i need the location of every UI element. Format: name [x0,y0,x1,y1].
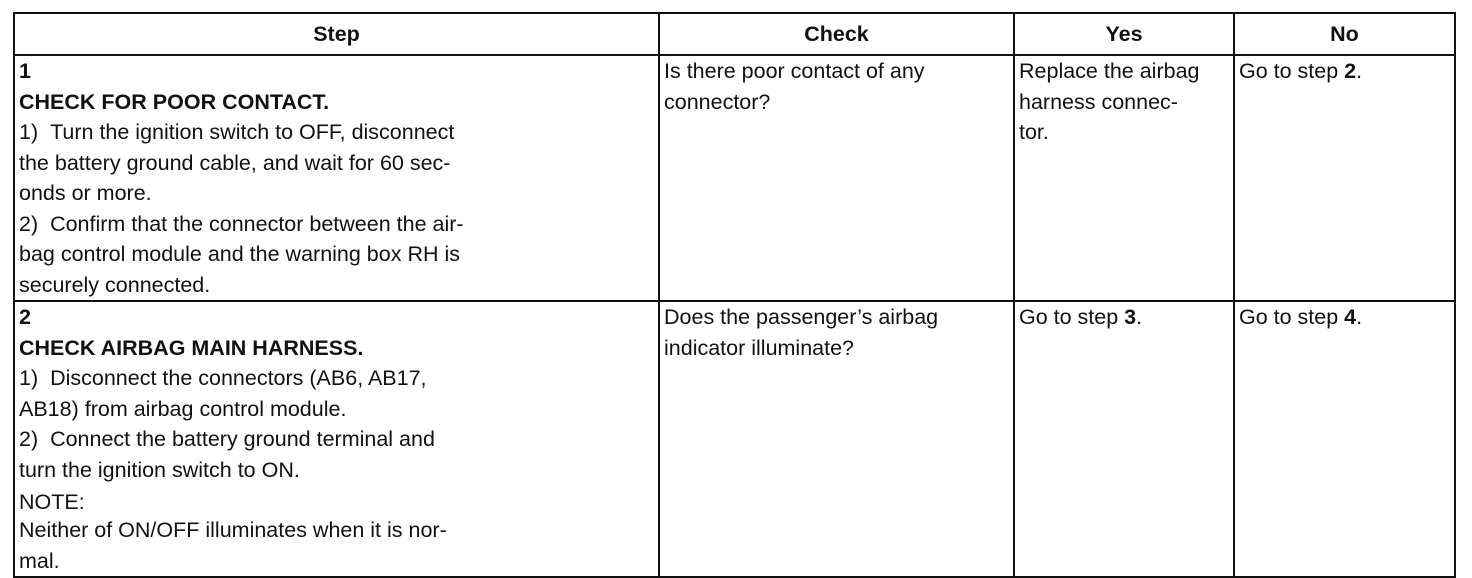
yes-text: harness connec- [1019,89,1178,114]
yes-text-suffix: . [1136,305,1143,329]
header-row [14,13,1455,55]
step-instruction-line: turn the ignition switch to ON. [19,457,300,482]
header-check: Check [659,13,1014,55]
table-row [14,55,1455,301]
step-instruction-line: onds or more. [19,181,152,205]
check-text: Is there poor contact of any [664,59,925,83]
step-reference: 2 [1344,59,1357,83]
header-no: No [1234,13,1455,55]
note-text: Neither of ON/OFF illuminates when it is nor- [19,518,447,542]
step-title: CHECK FOR POOR CONTACT. [19,89,330,114]
header-yes: Yes [1014,13,1234,55]
step-title: CHECK AIRBAG MAIN HARNESS. [19,335,364,360]
step-instruction-line: AB18) from airbag control module. [19,396,347,421]
step-instruction-line: the battery ground cable, and wait for 60 sec- [19,150,451,175]
step-body [19,333,539,577]
no-cell [1234,55,1455,301]
check-text: connector? [664,89,771,114]
note-text: mal. [19,548,60,573]
yes-text: tor. [1019,120,1049,144]
step-instruction-line: 1) Disconnect the connectors (AB6, AB17, [19,366,427,390]
step-instruction-line: securely connected. [19,272,211,297]
step-reference: 4 [1344,305,1357,329]
note-label: NOTE: [19,490,85,514]
header-step: Step [14,13,659,55]
step-instruction-line: bag control module and the warning box RH is [19,242,461,266]
step-number: 1 [19,59,31,83]
step-instruction-line: 2) Connect the battery ground terminal and [19,427,435,451]
no-text: Go to step [1239,59,1345,83]
diagnostic-table [13,12,1456,578]
check-text: Does the passenger’s airbag [664,305,939,329]
check-text: indicator illuminate? [664,335,855,360]
step-reference: 3 [1124,305,1137,329]
step-instruction-line: 1) Turn the ignition switch to OFF, disconnect [19,120,455,144]
step-number: 2 [19,305,31,329]
check-cell [659,55,1014,301]
no-text: Go to step [1239,305,1345,329]
step-cell [14,55,659,301]
step-instruction-line: 2) Confirm that the connector between the air- [19,211,464,236]
no-text-suffix: . [1356,305,1363,329]
step-body [19,87,539,301]
yes-text: Replace the airbag [1019,59,1200,83]
no-text-suffix: . [1356,59,1363,83]
yes-text: Go to step [1019,305,1125,329]
yes-cell [1014,55,1234,301]
